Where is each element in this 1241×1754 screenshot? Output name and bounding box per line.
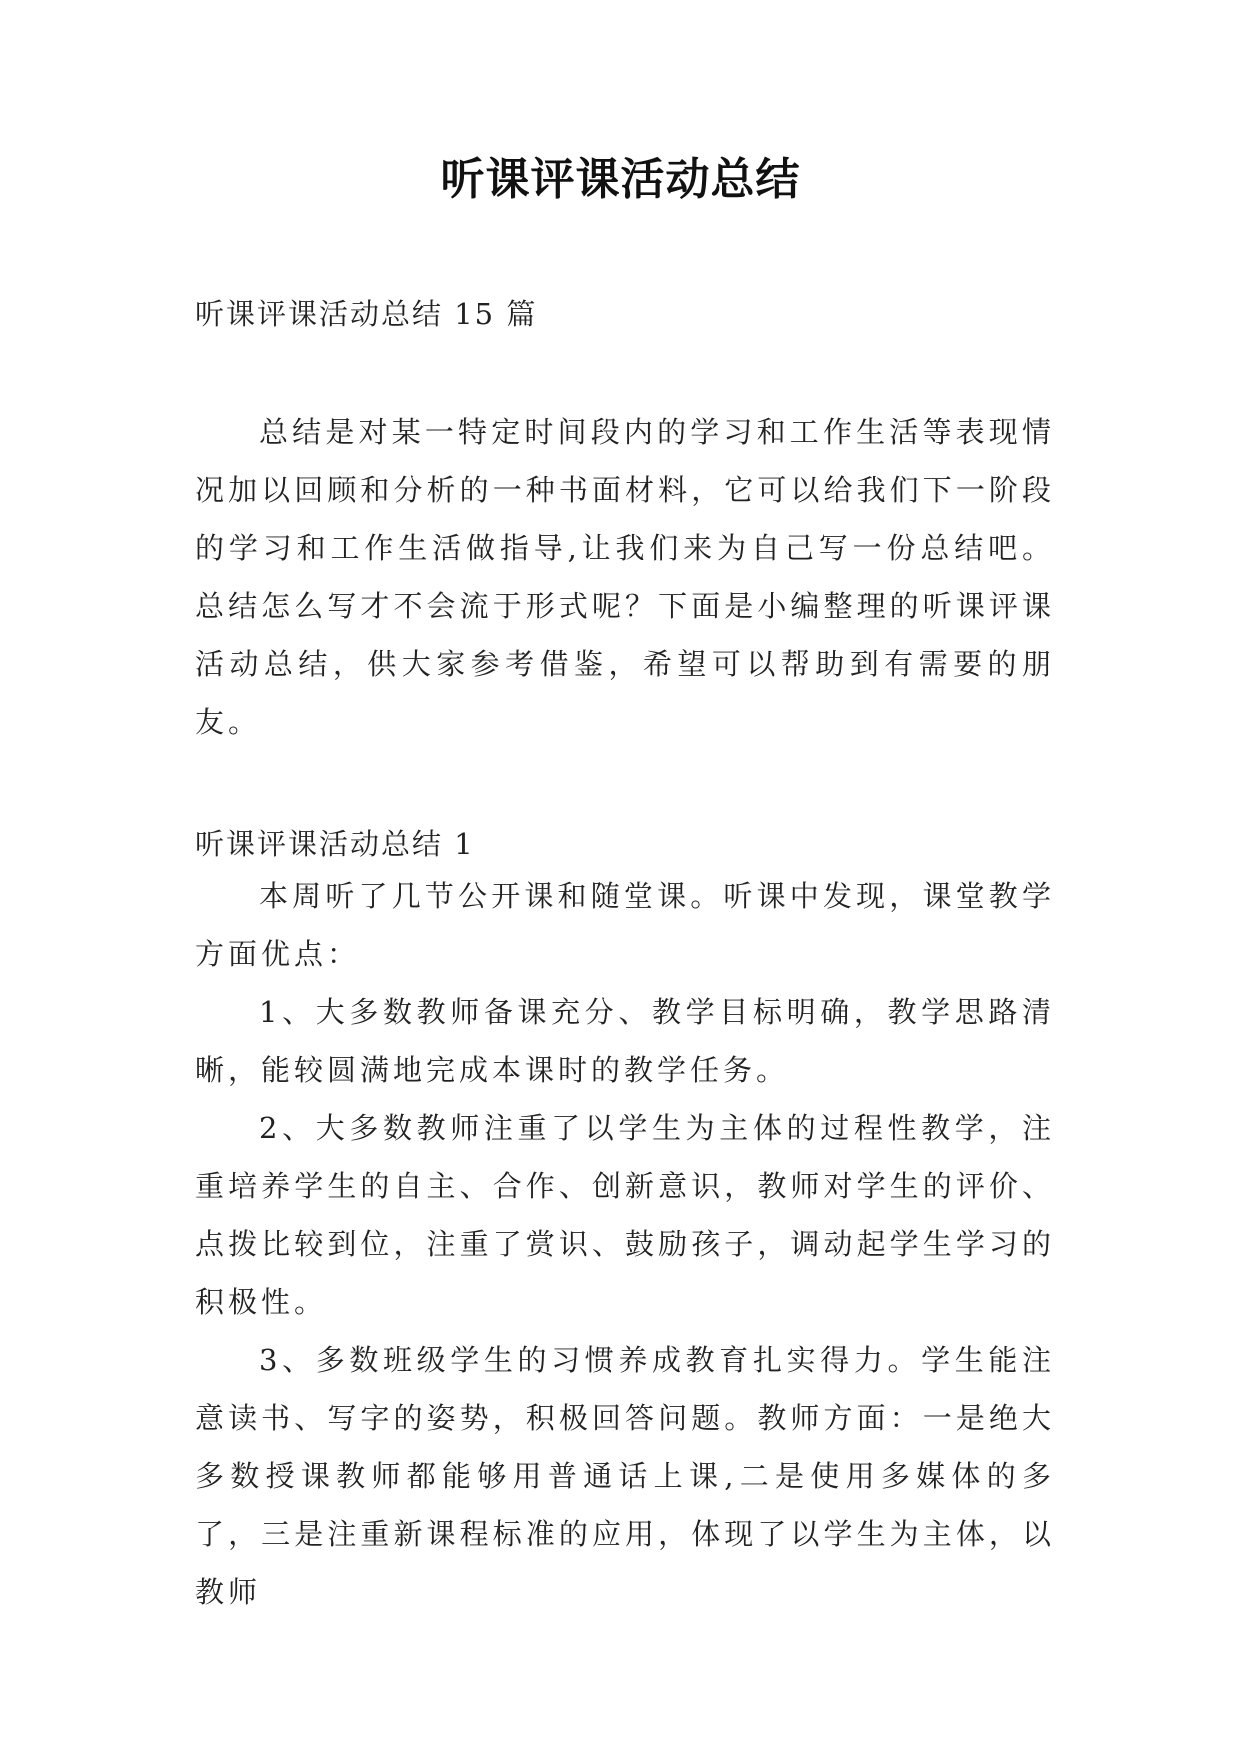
document-title: 听课评课活动总结 xyxy=(440,154,801,205)
intro-paragraph: 总结是对某一特定时间段内的学习和工作生活等表现情况加以回顾和分析的一种书面材料，它可以给我们下一阶段的学习和工作生活做指导,让我们来为自己写一份总结吧。总结怎么写才不会流于形式呢？下面是小编整理的听课评课活动总结，供大家参考借鉴，希望可以帮助到有需要的朋友。 xyxy=(195,415,1055,739)
document-subtitle: 听课评课活动总结 15 篇 xyxy=(195,297,538,331)
section-heading: 听课评课活动总结 1 xyxy=(195,827,475,861)
body-paragraph: 2、大多数教师注重了以学生为主体的过程性教学，注重培养学生的自主、合作、创新意识，教师对学生的评价、点拨比较到位，注重了赏识、鼓励孩子，调动起学生学习的积极性。 xyxy=(195,1111,1055,1319)
body-paragraph: 3、多数班级学生的习惯养成教育扎实得力。学生能注意读书、写字的姿势，积极回答问题。教师方面：一是绝大多数授课教师都能够用普通话上课,二是使用多媒体的多了，三是注重新课程标准的应用，体现了以学生为主体，以教师 xyxy=(195,1343,1055,1609)
body-paragraph: 1、大多数教师备课充分、教学目标明确，教学思路清晰，能较圆满地完成本课时的教学任务。 xyxy=(195,995,1055,1087)
body-paragraph: 本周听了几节公开课和随堂课。听课中发现，课堂教学方面优点： xyxy=(195,879,1055,971)
